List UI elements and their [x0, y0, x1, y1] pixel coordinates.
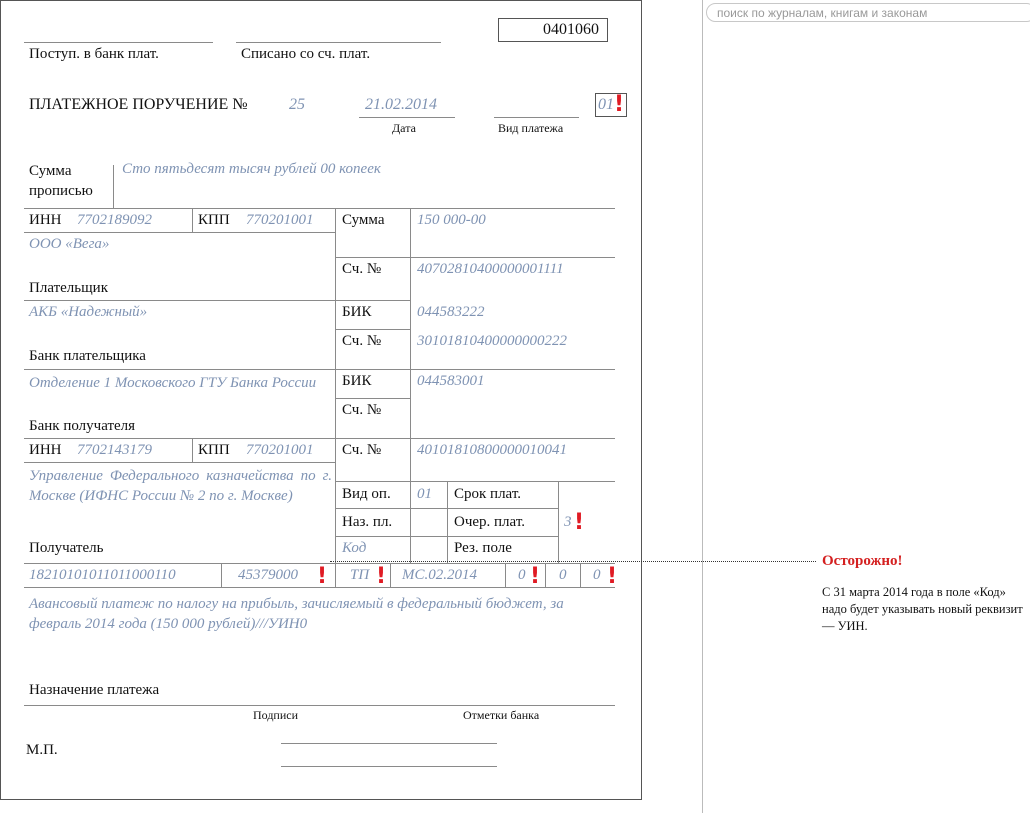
payee-bank-account-label: Сч. №: [342, 402, 382, 418]
grid-line: [335, 508, 558, 509]
received-label: Поступ. в банк плат.: [29, 46, 159, 62]
grid-line: [335, 536, 558, 537]
exclamation-icon: !: [614, 92, 625, 117]
exclamation-icon: !: [607, 564, 618, 589]
purpose-text: Авансовый платеж по налогу на прибыль, зачисляемый в федеральный бюджет, за февраль 2014 года (150 000 рублей)///УИН0: [29, 596, 564, 632]
purpose-label: Назначение платежа: [29, 682, 160, 698]
exclamation-icon: !: [317, 564, 328, 589]
order-value: 3: [564, 514, 572, 530]
callout-line: [330, 561, 816, 562]
reserve-label: Рез. поле: [454, 540, 512, 556]
grid-line: [558, 481, 559, 563]
grid-line: [335, 398, 411, 399]
grid-line: [24, 438, 615, 439]
amount-words-divider: [113, 165, 114, 208]
date-line: [359, 117, 455, 118]
form-code: 0401060: [498, 18, 608, 42]
grid-line: [335, 563, 336, 587]
order-label: Очер. плат.: [454, 514, 525, 530]
debited-label: Списано со сч. плат.: [241, 46, 371, 62]
side-panel: [702, 0, 1030, 813]
stamp-label: М.П.: [26, 742, 58, 758]
kbk-value: 18210101011011000110: [29, 567, 176, 583]
payer-bik-label: БИК: [342, 304, 372, 320]
grid-line: [335, 257, 615, 258]
grid-line: [335, 481, 615, 482]
amount-words-value: Сто пятьдесят тысяч рублей 00 копеек: [122, 161, 381, 177]
grid-line: [545, 563, 546, 587]
payer-bik: 044583222: [417, 304, 485, 320]
op-type-label: Вид оп.: [342, 486, 391, 502]
payee-bank-label: Банк получателя: [29, 418, 136, 434]
period-value: МС.02.2014: [402, 567, 477, 583]
grid-line: [24, 300, 411, 301]
debited-line: [236, 42, 441, 43]
payer-inn: 7702189092: [77, 212, 152, 228]
code-label: Код: [342, 540, 367, 556]
payer-bank-label: Банк плательщика: [29, 348, 146, 364]
payer-bank-name: АКБ «Надежный»: [29, 304, 148, 320]
exclamation-icon: !: [376, 564, 387, 589]
oktmo-value: 45379000: [238, 567, 298, 583]
payer-kpp: 770201001: [246, 212, 314, 228]
date-label: Дата: [392, 121, 416, 135]
document-number: 25: [289, 96, 305, 113]
payee-inn-label: ИНН: [29, 442, 62, 458]
payee-name: Управление Федерального казначейства по г. Москве (ИФНС России № 2 по г. Москве): [29, 468, 332, 504]
amount-words-label: Сумма прописью: [29, 163, 93, 199]
bank-marks-label: Отметки банка: [463, 708, 540, 722]
term-label: Срок плат.: [454, 486, 522, 502]
payee-kpp-label: КПП: [198, 442, 230, 458]
payee-bik-label: БИК: [342, 373, 372, 389]
grid-line: [24, 462, 335, 463]
payee-kpp: 770201001: [246, 442, 314, 458]
grid-line: [221, 563, 222, 587]
received-line: [24, 42, 213, 43]
grid-line: [390, 563, 391, 587]
grid-line: [192, 438, 193, 462]
grid-line: [24, 369, 615, 370]
signatures-label: Подписи: [253, 708, 299, 722]
payer-account-label: Сч. №: [342, 261, 382, 277]
payer-inn-label: ИНН: [29, 212, 62, 228]
exclamation-icon: !: [530, 564, 541, 589]
signature-line-2: [281, 766, 497, 767]
doc-date-value: 0: [559, 567, 567, 583]
payment-type-label: Вид платежа: [498, 121, 564, 135]
doc-number-value: 0: [518, 567, 526, 583]
grid-line: [505, 563, 506, 587]
payee-account: 40101810800000010041: [417, 442, 567, 458]
search-input[interactable]: поиск по журналам, книгам и законам: [706, 3, 1030, 22]
payer-kpp-label: КПП: [198, 212, 230, 228]
grid-line: [580, 563, 581, 587]
payer-account: 40702810400000001111: [417, 261, 564, 277]
grid-line: [447, 481, 448, 563]
exclamation-icon: !: [574, 510, 585, 535]
document-title: ПЛАТЕЖНОЕ ПОРУЧЕНИЕ №: [29, 96, 248, 113]
basis-value: ТП: [350, 567, 370, 583]
document-date: 21.02.2014: [365, 96, 437, 113]
grid-line: [24, 208, 615, 209]
payer-label: Плательщик: [29, 280, 108, 296]
grid-line: [410, 208, 411, 563]
grid-line: [192, 208, 193, 232]
payee-bank-name: Отделение 1 Московского ГТУ Банка России: [29, 375, 317, 391]
payee-account-label: Сч. №: [342, 442, 382, 458]
tax-payment-type-value: 0: [593, 567, 601, 583]
grid-line: [335, 208, 336, 563]
payee-inn: 7702143179: [77, 442, 152, 458]
status-code: 01: [598, 96, 614, 113]
payer-name: ООО «Вега»: [29, 236, 110, 252]
payee-bik: 044583001: [417, 373, 485, 389]
amount-label: Сумма: [342, 212, 385, 228]
payee-label: Получатель: [29, 540, 104, 556]
grid-line: [24, 705, 615, 706]
signature-line-1: [281, 743, 497, 744]
amount-value: 150 000-00: [417, 212, 486, 228]
warning-title: Осторожно!: [822, 553, 903, 569]
warning-text: С 31 марта 2014 года в поле «Код» надо будет указывать новый реквизит — УИН.: [822, 585, 1023, 633]
op-type: 01: [417, 486, 432, 502]
payer-bank-account-label: Сч. №: [342, 333, 382, 349]
grid-line: [24, 232, 335, 233]
grid-line: [335, 329, 411, 330]
purpose-code-label: Наз. пл.: [342, 514, 393, 530]
payer-bank-account: 30101810400000000222: [417, 333, 567, 349]
payment-type-line: [494, 117, 579, 118]
